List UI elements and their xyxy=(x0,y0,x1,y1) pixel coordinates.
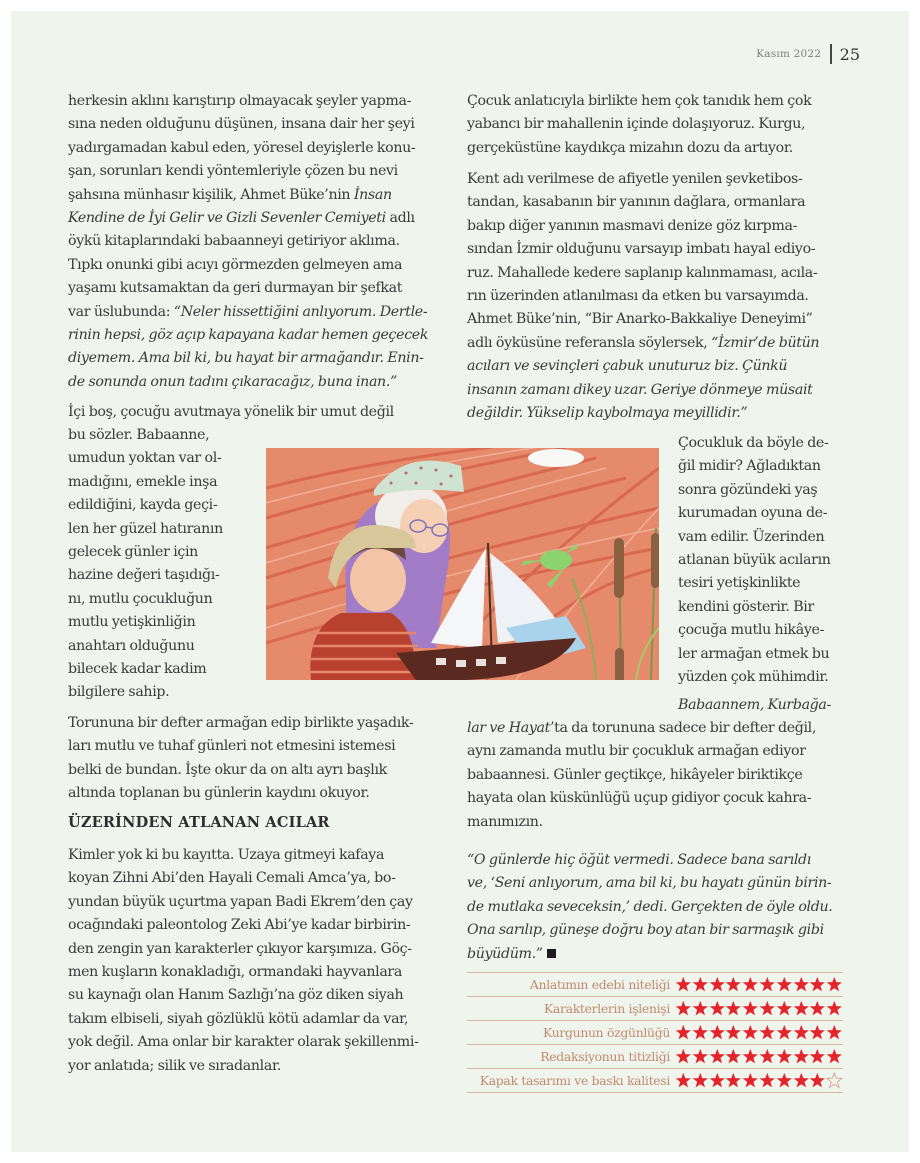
text-line: şahsına münhasır kişilik, Ahmet Büke’nin İnsan xyxy=(68,186,392,203)
star-filled-icon xyxy=(793,1000,810,1017)
text-line: belki de bundan. İşte okur da on altı ayrı başlık xyxy=(68,761,387,778)
text-line: atlanan büyük acıların xyxy=(678,552,831,569)
left-paragraph-3 xyxy=(68,712,413,806)
text-line: babaannesi. Günler geçtikçe, hikâyeler biriktikçe xyxy=(467,766,803,783)
text-line: Kimler yok ki bu kayıtta. Uzaya gitmeyi kafaya xyxy=(68,847,385,863)
text-line: aynı zamanda mutlu bir çocukluk armağan ediyor xyxy=(467,743,806,760)
text-line: ğil midir? Ağladıktan xyxy=(678,458,821,475)
text-line: adlı öyküsüne referansla söylersek, “İzmir’de bütün xyxy=(467,334,820,351)
left-paragraph-4 xyxy=(68,844,419,1078)
text-line: men kuşların konakladığı, ormandaki hayvanlara xyxy=(68,964,402,981)
star-filled-icon xyxy=(725,1072,742,1089)
star-filled-icon xyxy=(725,1024,742,1041)
star-filled-icon xyxy=(793,1048,810,1065)
text-line: Kent adı verilmese de afiyetle yenilen şevketibos- xyxy=(467,171,803,187)
text-line: ları mutlu ve tuhaf günleri not etmesini istemesi xyxy=(68,738,396,755)
text-line: yabancı bir mahallenin içinde dolaşıyoruz. Kurgu, xyxy=(467,116,806,133)
rating-label: Kurgunun özgünlüğü xyxy=(543,1025,671,1040)
text-line: vam edilir. Üzerinden xyxy=(678,528,825,545)
text-line: anahtarı olduğunu xyxy=(68,637,195,654)
closing-quote xyxy=(467,849,832,966)
star-filled-icon xyxy=(709,1048,726,1065)
star-filled-icon xyxy=(776,1000,793,1017)
text-line: Tıpkı onunki gibi acıyı görmezden gelmeyen ama xyxy=(68,256,403,273)
text-line: ler armağan etmek bu xyxy=(678,645,830,662)
text-line: yor anlatıda; silik ve sıradanlar. xyxy=(68,1057,281,1074)
star-filled-icon xyxy=(742,1024,759,1041)
text-line: Çocuk anlatıcıyla birlikte hem çok tanıdık hem çok xyxy=(467,93,812,109)
text-line: yadırgamadan kabul eden, yöresel deyişlerle konu- xyxy=(68,139,416,156)
right-paragraph-3-wrap xyxy=(678,432,831,689)
star-filled-icon xyxy=(776,976,793,993)
text-line: diyemem. Ama bil ki, bu hayat bir armağandır. Enin- xyxy=(68,350,424,367)
text-line: yüzden çok mühimdir. xyxy=(678,669,829,686)
text-line: şan, sorunları kendi yöntemleriyle çözen bu nevi xyxy=(68,163,398,180)
star-filled-icon xyxy=(692,1072,709,1089)
text-line: Torununa bir defter armağan edip birlikte yaşadık- xyxy=(68,715,414,731)
rating-stars xyxy=(675,1024,843,1041)
star-filled-icon xyxy=(742,1048,759,1065)
text-line: kurumadan oyuna de- xyxy=(678,505,828,522)
star-filled-icon xyxy=(759,1000,776,1017)
text-line: değildir. Yükselip kaybolmaya meyillidir.” xyxy=(467,405,748,422)
text-line: de mutlaka seveceksin,’ dedi. Gerçekten de öyle oldu. xyxy=(467,898,833,915)
text-line: takım elbiseli, siyah gözlüklü kötü adamlar da var, xyxy=(68,1010,409,1027)
star-filled-icon xyxy=(742,1000,759,1017)
text-line: gerçeküstüne kaydıkça mizahın dozu da artıyor. xyxy=(467,139,793,156)
text-line: sonra gözündeki yaş xyxy=(678,481,818,498)
star-filled-icon xyxy=(675,976,692,993)
text-line: herkesin aklını karıştırıp olmayacak şeyler yapma- xyxy=(68,93,412,109)
page-number: 25 xyxy=(839,44,860,64)
issue-date: Kasım 2022 xyxy=(756,48,822,60)
text-line: Ahmet Büke’nin, “Bir Anarko-Bakkaliye Deneyimi” xyxy=(467,311,813,328)
text-line: sına neden olduğunu düşünen, insana dair her şeyi xyxy=(68,116,415,133)
star-filled-icon xyxy=(826,1000,843,1017)
right-paragraph-4 xyxy=(467,717,816,834)
text-line: ocağındaki paleontolog Zeki Abi’ye kadar birbirin- xyxy=(68,917,411,934)
header-divider xyxy=(830,44,832,64)
text-line: gelecek günler için xyxy=(68,544,198,561)
star-filled-icon xyxy=(692,1048,709,1065)
star-filled-icon xyxy=(759,1048,776,1065)
left-paragraph-2-first-line: İçi boş, çocuğu avutmaya yönelik bir umut değil xyxy=(68,404,394,420)
rating-label: Anlatımın edebi niteliği xyxy=(529,977,671,992)
star-filled-icon xyxy=(675,1048,692,1065)
star-filled-icon xyxy=(809,1024,826,1041)
text-line: yundan büyük uçurtma yapan Badi Ekrem’den çay xyxy=(68,893,413,910)
star-filled-icon xyxy=(675,1000,692,1017)
right-paragraph-4-first-line xyxy=(678,694,831,717)
text-line: hazine değeri taşıdığı- xyxy=(68,567,220,584)
text-line: umudun yoktan var ol- xyxy=(68,450,222,467)
cloud xyxy=(528,449,584,467)
star-filled-icon xyxy=(709,1000,726,1017)
star-filled-icon xyxy=(709,1024,726,1041)
left-paragraph-1 xyxy=(68,90,428,394)
page-header xyxy=(756,44,860,64)
text-line: len her güzel hatıranın xyxy=(68,520,223,537)
rating-row xyxy=(467,1068,843,1093)
star-filled-icon xyxy=(692,1024,709,1041)
text-line: yok değil. Ama onlar bir karakter olarak şekillenmi- xyxy=(68,1034,419,1051)
star-filled-icon xyxy=(692,976,709,993)
text-line: yaşamı kutsamaktan da geri durmayan bir şefkat xyxy=(68,280,403,297)
text-line: sından İzmir olduğunu varsayıp imbatı hayal ediyo- xyxy=(467,241,816,258)
text-line: bu sözler. Babaanne, xyxy=(68,427,210,443)
text-line: rinin hepsi, göz açıp kapayana kadar hemen geçecek xyxy=(68,327,429,344)
text-line: de sonunda onun tadını çıkaracağız, buna inan.” xyxy=(68,373,397,390)
star-filled-icon xyxy=(725,976,742,993)
text-line: insanın zamanı dikey uzar. Geriye dönmeye müsait xyxy=(467,381,813,398)
star-filled-icon xyxy=(826,976,843,993)
text-line: Ona sarılıp, güneşe doğru boy atan bir sarmaşık gibi xyxy=(467,922,824,939)
star-filled-icon xyxy=(793,1072,810,1089)
text-line: manımızın. xyxy=(467,813,543,830)
star-filled-icon xyxy=(759,976,776,993)
text-line: ve, ‘Seni anlıyorum, ama bil ki, bu hayatı günün birin- xyxy=(467,875,832,892)
text-line: lar ve Hayat’ta da torununa sadece bir defter değil, xyxy=(467,720,817,736)
text-line: büyüdüm.” xyxy=(467,943,832,966)
rating-row xyxy=(467,1044,843,1068)
star-filled-icon xyxy=(675,1024,692,1041)
text-line: bakıp diğer yanının masmavi denize göz kırpma- xyxy=(467,217,798,234)
star-filled-icon xyxy=(809,1048,826,1065)
text-line: koyan Zihni Abi’den Hayali Cemali Amca’ya, bo- xyxy=(68,870,396,887)
star-filled-icon xyxy=(776,1048,793,1065)
star-filled-icon xyxy=(809,1072,826,1089)
text-line: edildiğini, kayda geçi- xyxy=(68,497,218,514)
text-line: öykü kitaplarındaki babaanneyi getiriyor aklıma. xyxy=(68,233,400,250)
illustration xyxy=(266,448,659,680)
star-filled-icon xyxy=(742,1072,759,1089)
left-paragraph-2-wrap xyxy=(68,424,223,705)
rating-stars xyxy=(675,1072,843,1089)
text-line: kendini gösterir. Bir xyxy=(678,598,814,615)
text-line: altında toplanan bu günlerin kaydını okuyor. xyxy=(68,785,370,802)
star-filled-icon xyxy=(742,976,759,993)
star-empty-icon xyxy=(826,1072,843,1089)
text-line: tandan, kasabanın bir yanının dağlara, ormanlara xyxy=(467,194,806,211)
star-filled-icon xyxy=(809,976,826,993)
right-paragraph-2 xyxy=(467,168,819,425)
text-line: bilgilere sahip. xyxy=(68,684,170,701)
boy-face xyxy=(350,548,406,612)
text-line: ruz. Mahallede kedere saplanıp kalınmaması, acıla- xyxy=(467,264,818,281)
star-filled-icon xyxy=(692,1000,709,1017)
rating-stars xyxy=(675,1048,843,1065)
book-title-italic: Babaannem, Kurbağa- xyxy=(678,697,831,713)
star-filled-icon xyxy=(793,1024,810,1041)
rating-row xyxy=(467,972,843,996)
star-filled-icon xyxy=(776,1024,793,1041)
text-line: var üslubunda: “Neler hissettiğini anlıyorum. Dertle- xyxy=(68,303,428,320)
ratings-table xyxy=(467,972,843,1093)
text-line: mutlu yetişkinliğin xyxy=(68,614,196,631)
star-filled-icon xyxy=(759,1024,776,1041)
star-filled-icon xyxy=(809,1000,826,1017)
text-line: den zengin yan karakterler çıkıyor karşımıza. Göç- xyxy=(68,940,412,957)
star-filled-icon xyxy=(759,1072,776,1089)
text-line: madığını, emekle inşa xyxy=(68,473,218,490)
rating-label: Redaksiyonun titizliği xyxy=(540,1049,671,1064)
right-paragraph-1 xyxy=(467,90,811,160)
rating-stars xyxy=(675,976,843,993)
rating-row xyxy=(467,996,843,1020)
star-filled-icon xyxy=(826,1048,843,1065)
rating-label: Karakterlerin işlenişi xyxy=(543,1001,671,1016)
text-line: tesiri yetişkinlikte xyxy=(678,575,801,592)
text-line: hayata olan küskünlüğü uçup gidiyor çocuk kahra- xyxy=(467,790,812,807)
section-subheading: ÜZERİNDEN ATLANAN ACILAR xyxy=(68,814,330,831)
text-line: nı, mutlu çocukluğun xyxy=(68,590,213,607)
rating-row xyxy=(467,1020,843,1044)
text-line: “O günlerde hiç öğüt vermedi. Sadece bana sarıldı xyxy=(467,852,811,868)
text-line: Çocukluk da böyle de- xyxy=(678,435,829,451)
star-filled-icon xyxy=(793,976,810,993)
end-of-article-mark xyxy=(547,949,556,958)
text-line: su kaynağı olan Hanım Sazlığı’na göz diken siyah xyxy=(68,987,404,1004)
rating-stars xyxy=(675,1000,843,1017)
text-line: rın üzerinden atlanılması da etken bu varsayımda. xyxy=(467,288,809,305)
text-line: çocuğa mutlu hikâye- xyxy=(678,622,825,639)
text-line: Kendine de İyi Gelir ve Gizli Sevenler Cemiyeti adlı xyxy=(68,210,415,227)
star-filled-icon xyxy=(725,1000,742,1017)
star-filled-icon xyxy=(709,976,726,993)
text-line: bilecek kadar kadim xyxy=(68,661,207,678)
text-line: acıları ve sevinçleri çabuk unuturuz biz. Çünkü xyxy=(467,358,788,375)
star-filled-icon xyxy=(776,1072,793,1089)
star-filled-icon xyxy=(675,1072,692,1089)
star-filled-icon xyxy=(826,1024,843,1041)
star-filled-icon xyxy=(709,1072,726,1089)
star-filled-icon xyxy=(725,1048,742,1065)
illustration-art xyxy=(266,448,659,680)
rating-label: Kapak tasarımı ve baskı kalitesi xyxy=(479,1073,671,1088)
